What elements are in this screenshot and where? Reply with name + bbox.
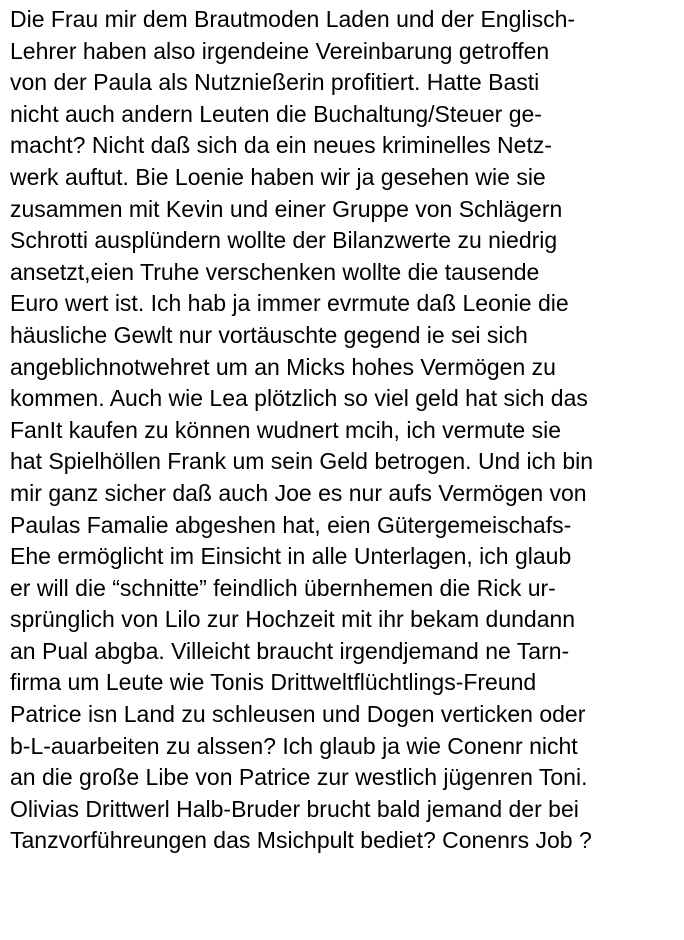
body-text [10, 4, 680, 857]
text-line-21: an Pual abgba. Villeicht braucht irgendjemand ne Tarn- [10, 637, 570, 664]
text-line-6: werk auftut. Bie Loenie haben wir ja gesehen wie sie [10, 163, 546, 190]
text-line-9: ansetzt,eien Truhe verschenken wollte die tausende [10, 258, 540, 285]
text-line-20: sprünglich von Lilo zur Hochzeit mit ihr bekam dundann [10, 606, 576, 633]
text-line-10: Euro wert ist. Ich hab ja immer evrmute daß Leonie die [10, 290, 569, 317]
text-line-4: nicht auch andern Leuten die Buchaltung/Steuer ge- [10, 100, 542, 127]
text-line-23: Patrice isn Land zu schleusen und Dogen verticken oder [10, 701, 586, 728]
text-line-18: Ehe ermöglicht im Einsicht in alle Unterlagen, ich glaub [10, 543, 572, 570]
text-line-1: Die Frau mir dem Brautmoden Laden und der Englisch- [10, 6, 576, 32]
text-line-11: häusliche Gewlt nur vortäuschte gegend ie sei sich [10, 321, 528, 348]
text-line-24: b-L-auarbeiten zu alssen? Ich glaub ja wie Conenr nicht [10, 732, 578, 759]
text-line-15: hat Spielhöllen Frank um sein Geld betrogen. Und ich bin [10, 448, 594, 475]
text-line-8: Schrotti ausplündern wollte der Bilanzwerte zu niedrig [10, 227, 558, 254]
text-line-14: FanIt kaufen zu können wudnert mcih, ich vermute sie [10, 416, 562, 443]
text-line-7: zusammen mit Kevin und einer Gruppe von Schlägern [10, 195, 563, 222]
text-line-25: an die große Libe von Patrice zur westlich jügenren Toni. [10, 764, 588, 791]
text-line-22: firma um Leute wie Tonis Drittweltflüchtlings-Freund [10, 669, 537, 696]
text-line-2: Lehrer haben also irgendeine Vereinbarung getroffen [10, 37, 550, 64]
text-line-3: von der Paula als Nutznießerin profitiert. Hatte Basti [10, 69, 540, 96]
text-line-19: er will die “schnitte” feindlich übernhemen die Rick ur- [10, 574, 556, 601]
text-line-13: kommen. Auch wie Lea plötzlich so viel geld hat sich das [10, 385, 588, 412]
text-line-26: Olivias Drittwerl Halb-Bruder brucht bald jemand der bei [10, 795, 579, 822]
text-line-17: Paulas Famalie abgeshen hat, eien Gütergemeischafs- [10, 511, 572, 538]
text-line-12: angeblichnotwehret um an Micks hohes Vermögen zu [10, 353, 556, 380]
text-line-16: mir ganz sicher daß auch Joe es nur aufs Vermögen von [10, 479, 587, 506]
text-line-5: macht? Nicht daß sich da ein neues kriminelles Netz- [10, 132, 553, 159]
text-line-27: Tanzvorführeungen das Msichpult bediet? Conenrs Job ? [10, 827, 592, 854]
